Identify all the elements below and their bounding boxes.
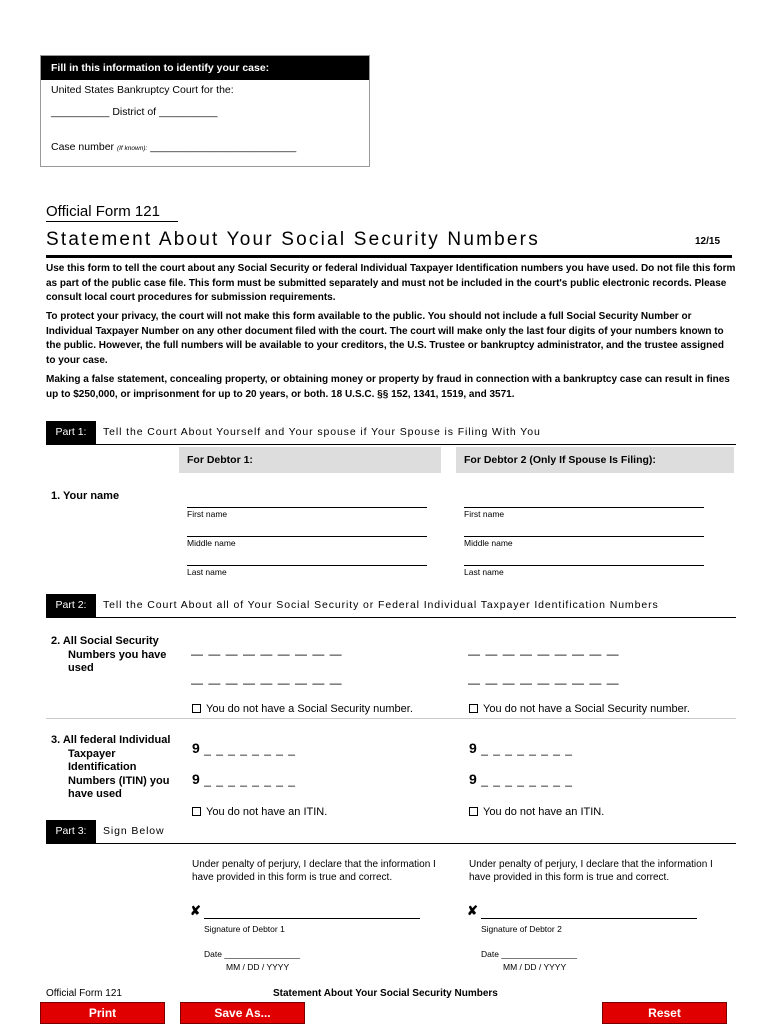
title-rule [46,255,732,258]
intro-paragraph-3: Making a false statement, concealing property, or obtaining money or property by fraud in connection with a bankruptcy case can result in fines up to $250,000, or imprisonment for up to 20 years, or both. 18 U.S.C. §§ 152, 1341, 1519, and 3571. [46,374,730,400]
intro-paragraph-1: Use this form to tell the court about any Social Security or federal Individual Taxpayer Identification numbers you have used. Do not file this form as part of the public case file. This form must be submitted separately and must not be included in the court's public electronic records. Please consult local court procedures for submission requirements. [46,263,736,304]
debtor2-no-ssn-label: You do not have a Social Security number. [483,703,690,715]
itin-prefix: 9 [192,771,200,787]
q2-label [51,635,166,676]
debtor1-itin-1-field[interactable] [192,740,296,758]
debtor1-no-ssn-checkbox[interactable] [192,703,413,715]
itin-pattern[interactable]: _ _ _ _ _ _ _ _ [204,773,296,787]
q2-label-line-1: 2. All Social Security [51,635,159,647]
debtor2-ssn-2-field[interactable]: — — — — — — — — — [468,676,620,690]
form-label-underline [46,221,178,222]
part3-tag: Part 3: [46,820,96,843]
signature-x-icon: ✘ [467,903,478,918]
case-box-header: Fill in this information to identify your case: [41,56,369,80]
debtor1-no-itin-checkbox[interactable] [192,806,327,818]
court-label: United States Bankruptcy Court for the: [51,84,234,96]
part2-rule [46,617,736,618]
itin-prefix: 9 [192,740,200,756]
district-blank-2[interactable]: __________ [159,106,218,118]
part1-tag: Part 1: [46,421,96,444]
debtor1-last-name-caption: Last name [187,567,227,577]
case-info-box [40,55,370,167]
debtor1-last-name-field[interactable] [187,565,427,566]
checkbox-icon[interactable] [469,807,478,816]
date-label: Date [204,949,222,959]
q2-label-line-2: Numbers you have [68,648,167,661]
q3-label-line-3: Identification [68,761,137,773]
debtor2-first-name-field[interactable] [464,507,704,508]
debtor1-middle-name-field[interactable] [187,536,427,537]
debtor1-declaration: Under penalty of perjury, I declare that the information I have provided in this form is true and correct. [192,859,436,883]
debtor1-no-ssn-label: You do not have a Social Security number. [206,703,413,715]
part2-title: Tell the Court About all of Your Social Security or Federal Individual Taxpayer Identification Numbers [103,599,659,611]
debtor2-middle-name-field[interactable] [464,536,704,537]
part3-rule [46,843,736,844]
q2-label-line-3: used [68,662,94,674]
debtor1-column-header: For Debtor 1: [179,447,441,473]
itin-pattern[interactable]: _ _ _ _ _ _ _ _ [481,742,573,756]
debtor2-middle-name-caption: Middle name [464,538,513,548]
debtor2-last-name-field[interactable] [464,565,704,566]
debtor2-first-name-caption: First name [464,509,505,519]
part2-header [46,594,736,617]
part2-tag: Part 2: [46,594,96,617]
q3-label-line-1: 3. All federal Individual [51,734,171,746]
debtor2-signature-field[interactable] [481,918,697,919]
debtor2-signature-caption: Signature of Debtor 2 [481,924,562,934]
date-blank[interactable]: ________________ [224,949,300,959]
case-number-line[interactable] [51,141,296,153]
checkbox-icon[interactable] [192,807,201,816]
form-title: Statement About Your Social Security Numbers [46,229,540,250]
q3-label [51,734,170,802]
debtor1-ssn-1-field[interactable]: — — — — — — — — — [191,647,343,661]
q3-label-line-5: have used [68,788,122,800]
date-blank[interactable]: ________________ [501,949,577,959]
debtor2-column-header: For Debtor 2 (Only If Spouse Is Filing): [456,447,734,473]
q2-separator [46,718,736,719]
debtor1-itin-2-field[interactable] [192,771,296,789]
footer-form-title: Statement About Your Social Security Numbers [273,988,498,999]
district-of-label: District of [112,106,157,118]
form-label: Official Form 121 [46,203,160,220]
part1-rule [46,444,736,445]
save-as-button[interactable]: Save As... [180,1002,305,1024]
debtor2-itin-2-field[interactable] [469,771,573,789]
case-number-note: (If known): [116,145,148,152]
debtor2-ssn-1-field[interactable]: — — — — — — — — — [468,647,620,661]
debtor2-date-format: MM / DD / YYYY [503,962,567,972]
signature-x-icon: ✘ [190,903,201,918]
debtor2-declaration: Under penalty of perjury, I declare that the information I have provided in this form is true and correct. [469,859,713,883]
debtor1-first-name-caption: First name [187,509,228,519]
debtor1-date-format: MM / DD / YYYY [226,962,290,972]
debtor1-no-itin-label: You do not have an ITIN. [206,806,328,818]
footer-form-label: Official Form 121 [46,988,122,999]
case-number-label: Case number [51,141,115,153]
itin-pattern[interactable]: _ _ _ _ _ _ _ _ [481,773,573,787]
itin-prefix: 9 [469,771,477,787]
intro-paragraph-2: To protect your privacy, the court will not make this form available to the public. You should not include a full Social Security Number or Individual Taxpayer Number on any other document filed with the court. The court will make only the last four digits of your numbers known to the public. However, the full numbers will be available to your creditors, the U.S. Trustee or bankruptcy administrator, and the trustee assigned to your case. [46,311,724,366]
part1-header [46,421,736,444]
district-line[interactable] [51,106,217,118]
debtor1-middle-name-caption: Middle name [187,538,236,548]
reset-button[interactable]: Reset [602,1002,727,1024]
debtor2-no-itin-checkbox[interactable] [469,806,604,818]
debtor1-first-name-field[interactable] [187,507,427,508]
debtor1-ssn-2-field[interactable]: — — — — — — — — — [191,676,343,690]
itin-prefix: 9 [469,740,477,756]
itin-pattern[interactable]: _ _ _ _ _ _ _ _ [204,742,296,756]
debtor1-signature-field[interactable] [204,918,420,919]
part1-title: Tell the Court About Yourself and Your spouse if Your Spouse is Filing With You [103,426,541,438]
debtor2-date-field[interactable] [481,949,577,959]
case-number-field[interactable]: _________________________ [150,141,297,153]
q3-label-line-2: Taxpayer [68,747,116,760]
part3-title: Sign Below [103,825,165,837]
debtor2-no-itin-label: You do not have an ITIN. [483,806,605,818]
print-button[interactable]: Print [40,1002,165,1024]
debtor1-date-field[interactable] [204,949,300,959]
form-version: 12/15 [695,236,721,247]
date-label: Date [481,949,499,959]
debtor1-signature-caption: Signature of Debtor 1 [204,924,285,934]
part3-header [46,820,736,843]
district-blank[interactable]: __________ [51,106,110,118]
debtor2-last-name-caption: Last name [464,567,504,577]
checkbox-icon[interactable] [192,704,201,713]
debtor2-no-ssn-checkbox[interactable] [469,703,690,715]
q3-label-line-4: Numbers (ITIN) you [68,774,170,787]
q1-label: 1. Your name [51,490,120,502]
debtor2-itin-1-field[interactable] [469,740,573,758]
checkbox-icon[interactable] [469,704,478,713]
